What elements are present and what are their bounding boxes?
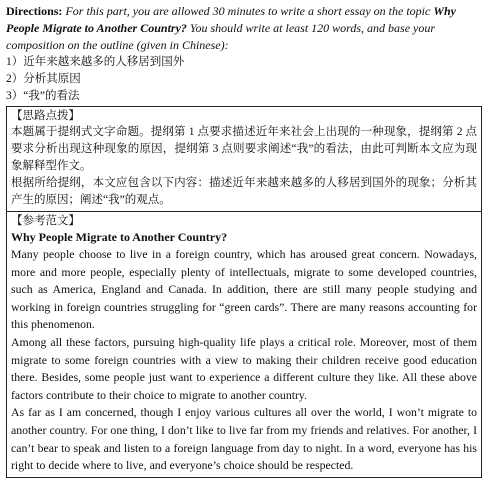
essay-paragraph-3: As far as I am concerned, though I enjoy various cultures all over the world, I won’t migrate to another country. For one thing, I don’t like to live far from my friends and relatives. For another, I can’t bear to speak and listen to a foreign language from day to night. In a word, everyone has his right to decide where to live, and everyone’s choice should be respected. <box>11 405 477 473</box>
answer-box <box>6 106 482 478</box>
sample-section <box>7 211 481 477</box>
outline-item-1: 1）近年来越来越多的人移居到国外 <box>6 56 185 68</box>
outline-item-3: 3）“我”的看法 <box>6 90 80 102</box>
outline-list <box>6 54 481 105</box>
hint-paragraph-1: 本题属于提纲式文字命题。提纲第 1 点要求描述近年来社会上出现的一种现象，提纲第 2 点要求分析出现这种现象的原因，提纲第 3 点则要求阐述“我”的看法，由此可判断本文应为现象解释型作文。 <box>11 126 477 172</box>
directions-paragraph <box>6 3 481 54</box>
essay-title: Why People Migrate to Another Country? <box>11 230 228 244</box>
hint-header: 【思路点拨】 <box>11 110 80 122</box>
directions-label: Directions: <box>6 4 63 18</box>
directions-text-1: For this part, you are allowed 30 minutes to write a short essay on the topic <box>62 4 434 18</box>
sample-header: 【参考范文】 <box>11 215 80 227</box>
outline-item-2: 2）分析其原因 <box>6 73 81 85</box>
essay-topic: Why People Migrate to Another Country? <box>6 4 456 35</box>
essay-paragraph-1: Many people choose to live in a foreign country, which has aroused great concern. Nowadays, more and more people, especially plenty of intellectuals, migrate to some developed countries, such as America, England and Canada. In addition, there are still many people studying and working in foreign countries struggling for “green cards”. There are many reasons accounting for this phenomenon. <box>11 247 477 332</box>
hint-paragraph-2: 根据所给提纲，本文应包含以下内容：描述近年来越来越多的人移居到国外的现象；分析其产生的原因；阐述“我”的观点。 <box>11 177 477 206</box>
hint-section <box>7 107 481 211</box>
directions-text-2: You should write at least 120 words, and base your composition on the outline (given in Chinese): <box>6 21 436 52</box>
essay-paragraph-2: Among all these factors, pursuing high-quality life plays a critical role. Moreover, most of them migrate to some foreign countries with a view to making their children receive good education there. Besides, some people just want to experience a different culture they like. All these above factors contribute to their choice to migrate to another country. <box>11 334 477 402</box>
